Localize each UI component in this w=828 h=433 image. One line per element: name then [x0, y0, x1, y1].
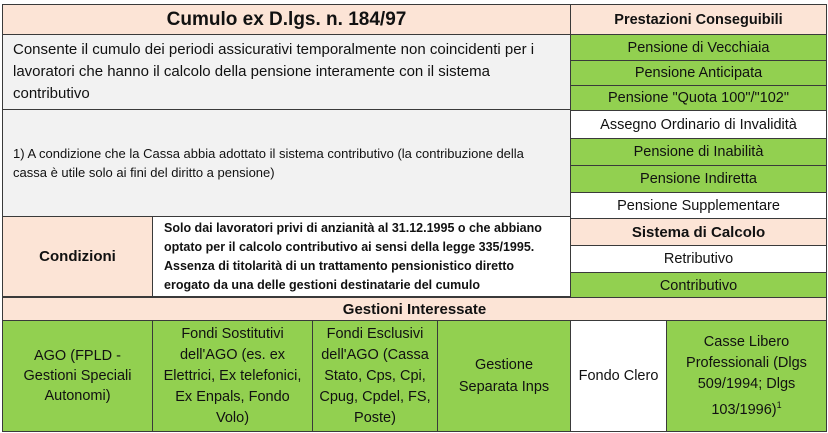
gestione-fondi-esclusivi-label: Fondi Esclusivi dell'AGO (Cassa Stato, Cps, Cpi, Cpug, Cpdel, FS, Poste) — [319, 325, 431, 426]
gestione-casse-professionali — [666, 320, 827, 432]
gestione-casse-professionali-label: Casse Libero Professionali (Dlgs 509/1994; Dlgs 103/1996) — [686, 333, 807, 418]
benefit-vecchiaia: Pensione di Vecchiaia — [570, 34, 827, 61]
benefit-inabilita: Pensione di Inabilità — [570, 138, 827, 166]
gestione-fondo-clero — [570, 320, 667, 432]
conditions-cell — [152, 216, 571, 297]
benefit-anticipata: Pensione Anticipata — [570, 60, 827, 86]
conditions-label: Condizioni — [2, 216, 153, 297]
table-title: Cumulo ex D.lgs. n. 184/97 — [2, 4, 571, 35]
footnote-cell — [2, 109, 571, 217]
gestione-separata — [437, 320, 571, 432]
gestione-fondi-sostitutivi-label: Fondi Sostitutivi dell'AGO (es. ex Elettrici, Ex telefonici, Ex Enpals, Fondo Volo) — [163, 325, 302, 426]
footnote-mark: 1 — [776, 399, 782, 410]
calculation-retributivo: Retributivo — [570, 245, 827, 273]
gestioni-header: Gestioni Interessate — [2, 297, 827, 321]
conditions-text: Solo dai lavoratori privi di anzianità al 31.12.1995 o che abbiano optato per il calcolo contributivo ai sensi della legge 335/1995. Assenza di titolarità di un trattamento pensionistico diretto erogato da una delle gestioni destinatarie del cumulo — [164, 220, 542, 292]
gestione-fondi-sostitutivi — [152, 320, 313, 432]
benefits-header: Prestazioni Conseguibili — [570, 4, 827, 35]
benefit-supplementare: Pensione Supplementare — [570, 192, 827, 219]
gestione-fondo-clero-label: Fondo Clero — [578, 368, 659, 384]
gestione-ago-label: AGO (FPLD - Gestioni Speciali Autonomi) — [23, 348, 132, 404]
gestione-ago — [2, 320, 153, 432]
gestione-fondi-esclusivi — [312, 320, 438, 432]
description-text: Consente il cumulo dei periodi assicurativi temporalmente non coincidenti per i lavoratori che hanno il calcolo della pensione interamente con il sistema contributivo — [13, 41, 535, 102]
gestione-casse-professionali-text — [673, 332, 820, 421]
benefit-assegno-invalidita: Assegno Ordinario di Invalidità — [570, 110, 827, 139]
calculation-header: Sistema di Calcolo — [570, 218, 827, 246]
benefit-indiretta: Pensione Indiretta — [570, 165, 827, 193]
footnote-text: 1) A condizione che la Cassa abbia adottato il sistema contributivo (la contribuzione della cassa è utile solo ai fini del diritto a pensione) — [13, 146, 524, 180]
gestione-separata-label: Gestione Separata Inps — [458, 357, 550, 395]
calculation-contributivo: Contributivo — [570, 272, 827, 299]
description-cell — [2, 34, 571, 110]
benefit-quota-100: Pensione "Quota 100"/"102" — [570, 85, 827, 111]
